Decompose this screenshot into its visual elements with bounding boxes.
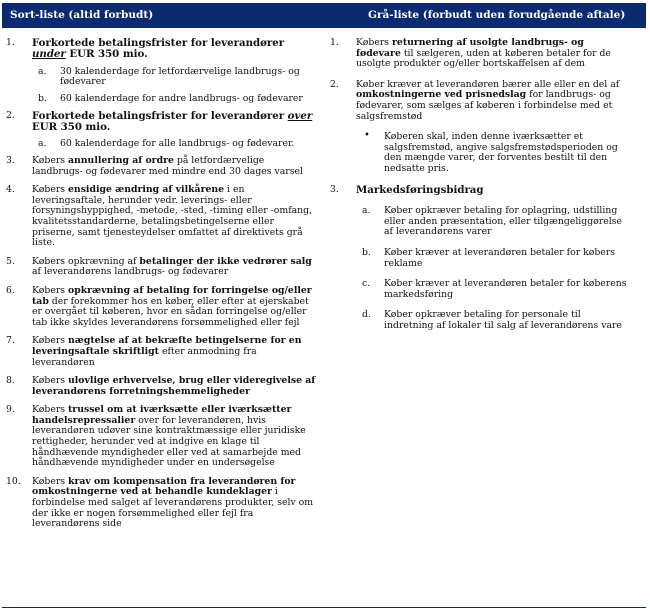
sub-item: a. 60 kalenderdage for alle landbrugs- og fødevarer. bbox=[38, 138, 295, 150]
grey-list-column bbox=[330, 38, 630, 339]
black-list-item-4: 4. Købers ensidige ændring af vilkårene i en leveringsaftale, herunder vedr. leverings- eller forsyningshyppighed, -metode, -sted, -timing eller -omfang, kvalitetsstandarderne, betalingsbetingelserne eller priserne, samt tjenesteydelser omfattet af direktivets grå liste. bbox=[6, 184, 313, 249]
black-list-item-3: 3. Købers annullering af ordre på letfordærvelige landbrugs- og fødevarer med mindre end 30 dages varsel bbox=[6, 155, 303, 177]
item-number: 1. bbox=[6, 37, 15, 48]
grey-list-title: Grå-liste (forbudt uden forudgående aftale) bbox=[368, 9, 626, 21]
item-title: Forkortede betalingsfrister for leverandører over EUR 350 mio. bbox=[32, 109, 313, 133]
sub-item: c. Køber kræver at leverandøren betaler for køberens markedsføring bbox=[362, 278, 627, 300]
sub-item: b. Køber kræver at leverandøren betaler for købers reklame bbox=[362, 246, 616, 269]
black-list-title: Sort-liste (altid forbudt) bbox=[10, 9, 154, 21]
item-number: 3. bbox=[330, 183, 339, 195]
item-number: 7. bbox=[6, 335, 15, 347]
item-number: 9. bbox=[6, 404, 15, 416]
black-list-item-1 bbox=[6, 38, 316, 105]
sub-item: d. Køber opkræver betaling for personale til indretning af lokaler til salg af leverandørens vare bbox=[362, 309, 622, 331]
item-number: 6. bbox=[6, 284, 15, 296]
table-bottom-rule bbox=[2, 607, 646, 608]
item-number: 4. bbox=[6, 184, 15, 196]
item-number: 1. bbox=[330, 37, 339, 48]
grey-list-item-2: 2. Køber kræver at leverandøren bærer alle eller en del af omkostningerne ved prisnedslag for landbrugs- og fødevarer, som sælges af køberen i forbindelse med et salgsfremstød • Køberen skal, inden denne iværksætter et salgsfremstød, angive salgsfremstødsperioden og den mængde varer, der forventes bestilt til den nedsatte pris. bbox=[330, 80, 630, 175]
bullet-item: • Køberen skal, inden denne iværksætter et salgsfremstød, angive salgsfremstødsperioden og den mængde varer, der forventes bestilt til den nedsatte pris. bbox=[364, 130, 618, 174]
black-list-column bbox=[6, 38, 316, 538]
bullet-icon: • bbox=[364, 130, 370, 142]
grey-list-item-3 bbox=[330, 185, 630, 332]
black-list-item-8: 8. Købers ulovlige erhvervelse, brug eller videregivelse af leverandørens forretningshemmeligheder bbox=[6, 375, 316, 397]
item-title: Markedsføringsbidrag bbox=[356, 183, 484, 196]
item-number: 2. bbox=[6, 109, 15, 121]
black-list-item-10: 10. Købers krav om kompensation fra leverandøren for omkostningerne ved at behandle kundeklager i forbindelse med salget af leverandørens produkter, selv om der ikke er nogen forsømmelighed eller fejl fra leverandørens side bbox=[6, 475, 314, 530]
item-number: 8. bbox=[6, 375, 15, 387]
black-list-item-6: 6. Købers opkrævning af betaling for forringelse og/eller tab der forekommer hos en køber, eller efter at ejerskabet er overgået til køberen, hvor en sådan forringelse og/eller tab ikke skyldes leverandørens forsømmelighed eller fejl bbox=[6, 284, 312, 328]
black-list-item-9: 9. Købers trussel om at iværksætte eller iværksætter handelsrepressalier over for leverandøren, hvis leverandøren udøver sine kontraktmæssige eller juridiske rettigheder, herunder ved at indgive en klage til håndhævende myndigheder eller ved at samarbejde med håndhævende myndigheder under en undersøgelse bbox=[6, 404, 306, 469]
item-title: Forkortede betalingsfrister for leverandører under EUR 350 mio. bbox=[32, 37, 285, 61]
sub-item: a. 30 kalenderdage for letfordærvelige landbrugs- og fødevarer bbox=[38, 65, 300, 88]
sub-item: b. 60 kalenderdage for andre landbrugs- og fødevarer bbox=[38, 93, 303, 104]
grey-list-item-1: 1. Købers returnering af usolgte landbrugs- og fødevare til sælgeren, uden at køberen betaler for de usolgte produkter og/eller bortskaffelsen af dem bbox=[330, 37, 611, 70]
black-list-item-7: 7. Købers nægtelse af at bekræfte betingelserne for en leveringsaftale skriftligt efter anmodning fra leverandøren bbox=[6, 335, 302, 368]
item-number: 5. bbox=[6, 255, 15, 267]
black-list-item-5: 5. Købers opkrævning af betalinger der ikke vedrører salg af leverandørens landbrugs- og fødevarer bbox=[6, 255, 312, 278]
item-number: 3. bbox=[6, 155, 15, 166]
black-list-item-2 bbox=[6, 111, 316, 150]
table-header bbox=[2, 3, 646, 28]
item-number: 10. bbox=[6, 475, 21, 487]
item-number: 2. bbox=[330, 78, 339, 90]
sub-item: a. Køber opkræver betaling for oplagring, udstilling eller anden præsentation, eller tilgængeliggørelse af leverandørens varer bbox=[362, 205, 622, 238]
